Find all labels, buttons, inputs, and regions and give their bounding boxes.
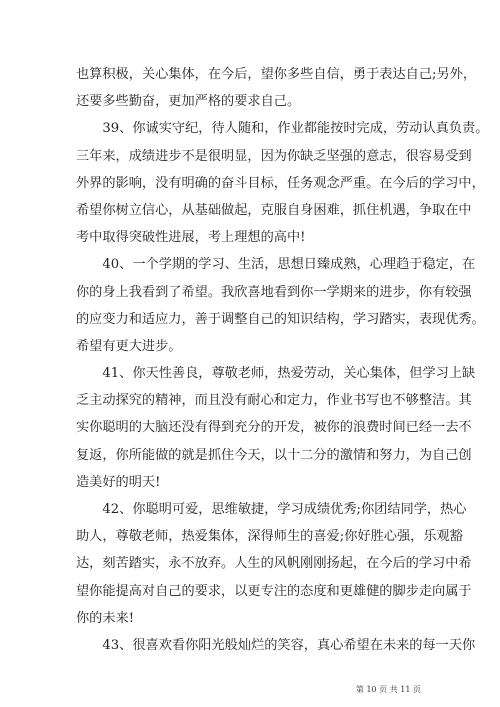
text-line: 40、一个学期的学习、生活，思想日臻成熟，心理趋于稳定，在 <box>76 257 476 273</box>
text-line: 你的未来! <box>76 610 135 626</box>
text-line: 造美好的明天! <box>76 474 161 490</box>
text-line: 也算积极，关心集体，在今后，望你多些自信，勇于表达自己;另外， <box>76 67 477 82</box>
text-line: 三年来，成绩进步不是很明显，因为你缺乏坚强的意志，很容易受到 <box>76 148 472 164</box>
text-line: 希望你树立信心，从基础做起，克服自身困难，抓住机遇，争取在中 <box>76 202 472 218</box>
text-line: 39、你诚实守纪，待人随和，作业都能按时完成，劳动认真负责。 <box>76 121 489 137</box>
page-number: 第 10 页 共 11 页 <box>355 685 421 694</box>
text-line: 42、你聪明可爱，思维敏捷，学习成绩优秀;你团结同学，热心 <box>76 502 467 517</box>
text-line: 助人，尊敬老师，热爱集体，深得师生的喜爱;你好胜心强，乐观豁 <box>76 529 463 545</box>
document-body <box>76 61 489 659</box>
text-line: 希望有更大进步。 <box>76 338 182 354</box>
text-line: 你的身上我看到了希望。我欣喜地看到你一学期来的进步，你有较强 <box>76 284 472 300</box>
text-line: 41、你天性善良，尊敬老师，热爱劳动，关心集体，但学习上缺 <box>76 366 476 382</box>
text-line: 考中取得突破性进展，考上理想的高中! <box>76 230 306 246</box>
text-line: 乏主动探究的精神，而且没有耐心和定力，作业书写也不够整洁。其 <box>76 393 472 409</box>
text-line: 复返，你所能做的就是抓住今天，以十二分的激情和努力，为自己创 <box>76 447 472 463</box>
text-line: 的应变力和适应力，善于调整自己的知识结构，学习踏实，表现优秀。 <box>76 311 485 327</box>
text-line: 还要多些勤奋，更加严格的要求自己。 <box>76 94 301 110</box>
text-line: 外界的影响，没有明确的奋斗目标，任务观念严重。在今后的学习中， <box>76 175 485 191</box>
text-line: 实你聪明的大脑还没有得到充分的开发，被你的浪费时间已经一去不 <box>76 420 472 436</box>
text-line: 达，刻苦踏实，永不放弃。人生的风帆刚刚扬起，在今后的学习中希 <box>76 556 472 572</box>
text-line: 43、很喜欢看你阳光般灿烂的笑容，真心希望在未来的每一天你 <box>76 637 476 653</box>
text-line: 望你能提高对自己的要求，以更专注的态度和更雄健的脚步走向属于 <box>76 583 472 599</box>
